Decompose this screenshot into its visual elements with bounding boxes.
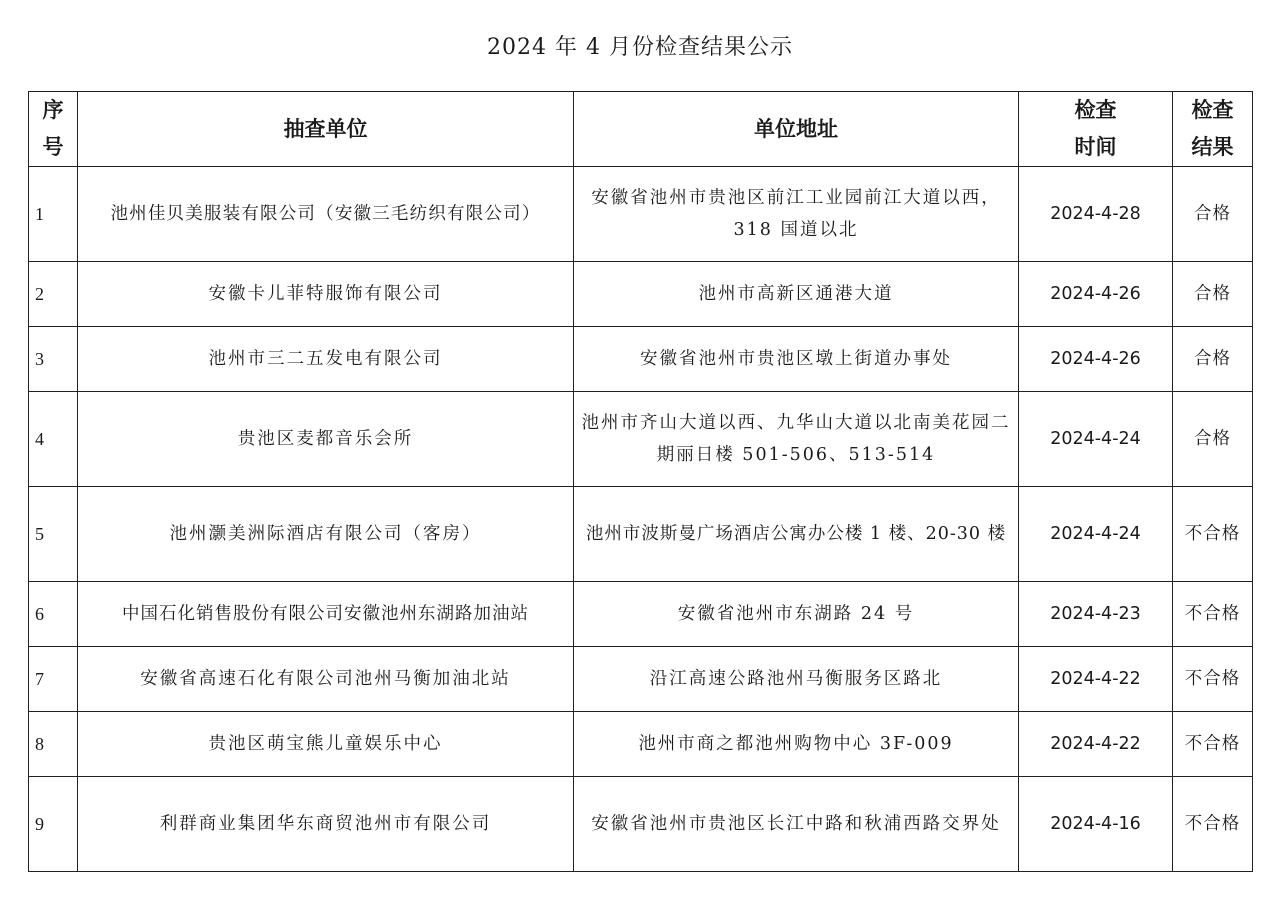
row-result: 不合格 (1173, 712, 1253, 777)
table-row (29, 392, 1253, 487)
row-seq: 7 (29, 647, 78, 712)
row-date: 2024-4-23 (1019, 582, 1173, 647)
header-result-line1: 检查 (1191, 98, 1234, 122)
row-seq: 4 (29, 392, 78, 487)
header-unit: 抽查单位 (78, 92, 574, 167)
row-address: 沿江高速公路池州马衡服务区路北 (574, 647, 1019, 712)
row-address: 安徽省池州市贵池区长江中路和秋浦西路交界处 (574, 777, 1019, 872)
table-row (29, 582, 1253, 647)
header-address: 单位地址 (574, 92, 1019, 167)
row-date: 2024-4-28 (1019, 167, 1173, 262)
table-header-row (29, 92, 1253, 167)
table-row (29, 167, 1253, 262)
header-seq (29, 92, 78, 167)
row-address: 池州市波斯曼广场酒店公寓办公楼 1 楼、20-30 楼 (574, 487, 1019, 582)
header-seq-line2: 号 (42, 135, 64, 159)
table-row (29, 777, 1253, 872)
row-result: 合格 (1173, 327, 1253, 392)
row-date: 2024-4-22 (1019, 647, 1173, 712)
row-result: 合格 (1173, 392, 1253, 487)
row-unit: 池州灏美洲际酒店有限公司（客房） (78, 487, 574, 582)
row-seq: 2 (29, 262, 78, 327)
row-date: 2024-4-26 (1019, 327, 1173, 392)
row-date: 2024-4-16 (1019, 777, 1173, 872)
row-seq: 5 (29, 487, 78, 582)
row-seq: 3 (29, 327, 78, 392)
row-date: 2024-4-22 (1019, 712, 1173, 777)
table-row (29, 647, 1253, 712)
page-title: 2024 年 4 月份检查结果公示 (487, 35, 793, 60)
row-unit: 安徽卡儿菲特服饰有限公司 (78, 262, 574, 327)
inspection-results-table (28, 91, 1253, 872)
header-result (1173, 92, 1253, 167)
row-address: 安徽省池州市东湖路 24 号 (574, 582, 1019, 647)
row-unit: 安徽省高速石化有限公司池州马衡加油北站 (78, 647, 574, 712)
row-result: 不合格 (1173, 487, 1253, 582)
header-time (1019, 92, 1173, 167)
table-row (29, 487, 1253, 582)
header-seq-line1: 序 (42, 98, 64, 122)
header-time-line1: 检查 (1074, 98, 1117, 122)
row-seq: 9 (29, 777, 78, 872)
row-result: 不合格 (1173, 582, 1253, 647)
row-date: 2024-4-26 (1019, 262, 1173, 327)
table-row (29, 712, 1253, 777)
row-seq: 8 (29, 712, 78, 777)
row-result: 不合格 (1173, 647, 1253, 712)
row-result: 不合格 (1173, 777, 1253, 872)
row-unit: 贵池区麦都音乐会所 (78, 392, 574, 487)
header-result-line2: 结果 (1191, 135, 1234, 159)
row-address: 池州市齐山大道以西、九华山大道以北南美花园二期丽日楼 501-506、513-514 (574, 392, 1019, 487)
row-result: 合格 (1173, 167, 1253, 262)
row-seq: 1 (29, 167, 78, 262)
row-seq: 6 (29, 582, 78, 647)
row-date: 2024-4-24 (1019, 487, 1173, 582)
row-unit: 贵池区萌宝熊儿童娱乐中心 (78, 712, 574, 777)
header-time-line2: 时间 (1074, 135, 1117, 159)
row-date: 2024-4-24 (1019, 392, 1173, 487)
row-address: 池州市高新区通港大道 (574, 262, 1019, 327)
row-address: 池州市商之都池州购物中心 3F-009 (574, 712, 1019, 777)
row-address: 安徽省池州市贵池区前江工业园前江大道以西，318 国道以北 (574, 167, 1019, 262)
row-unit: 中国石化销售股份有限公司安徽池州东湖路加油站 (78, 582, 574, 647)
table-row (29, 327, 1253, 392)
row-result: 合格 (1173, 262, 1253, 327)
row-unit: 池州佳贝美服装有限公司（安徽三毛纺织有限公司） (78, 167, 574, 262)
table-row (29, 262, 1253, 327)
row-unit: 池州市三二五发电有限公司 (78, 327, 574, 392)
row-address: 安徽省池州市贵池区墩上街道办事处 (574, 327, 1019, 392)
row-unit: 利群商业集团华东商贸池州市有限公司 (78, 777, 574, 872)
